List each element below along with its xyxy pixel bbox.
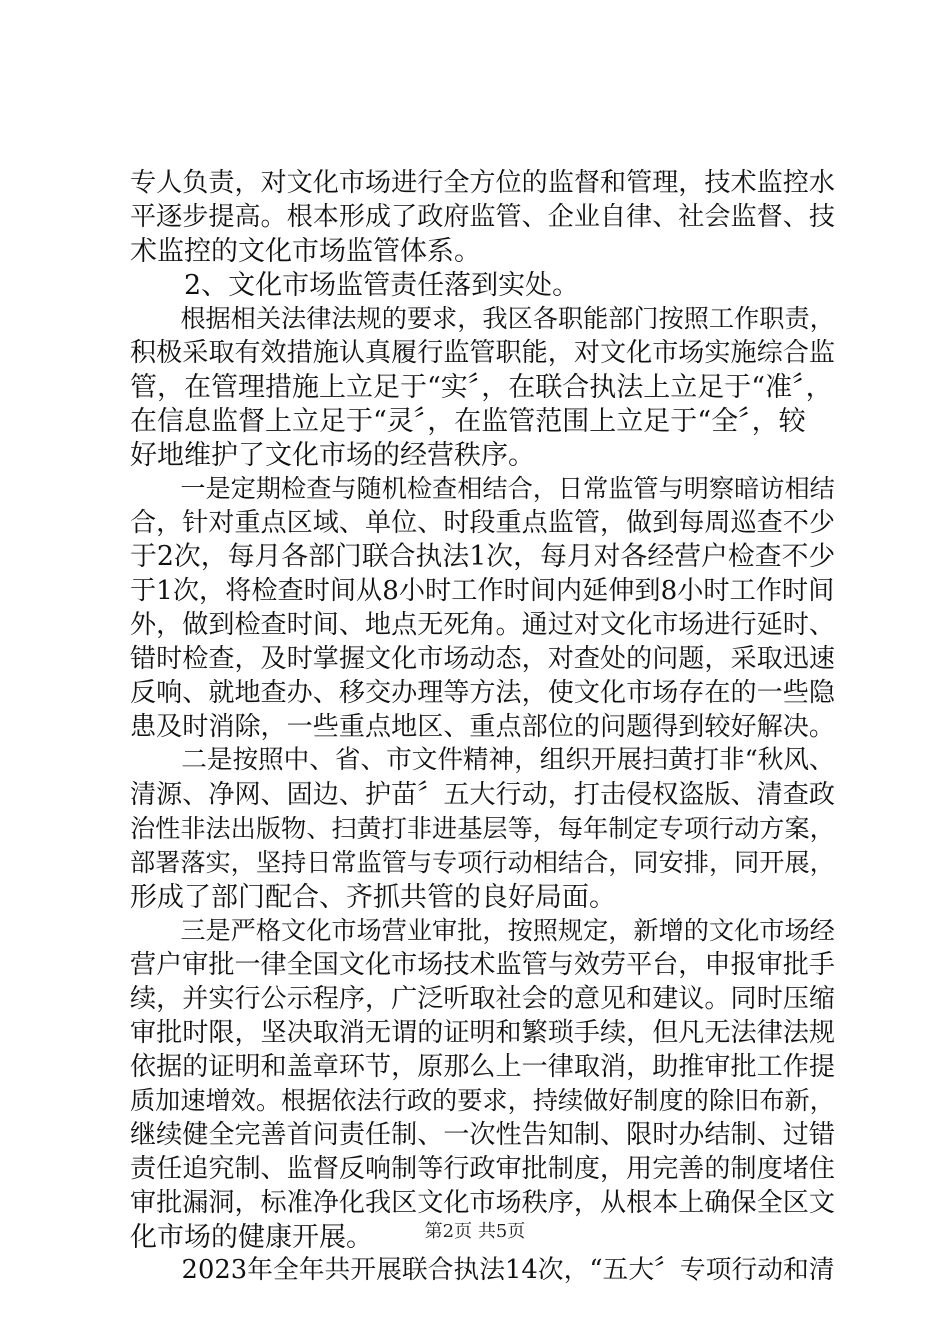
text-line: 审批时限，坚决取消无谓的证明和繁琐手续，但凡无法律法规 [130, 1018, 835, 1048]
text-line: 于1次，将检查时间从8小时工作时间内延伸到8小时工作时间 [130, 576, 835, 606]
text-line: 专人负责，对文化市场进行全方位的监督和管理，技术监控水 [130, 168, 835, 198]
text-line: 错时检查，及时掌握文化市场动态，对查处的问题，采取迅速 [130, 644, 835, 674]
page-number-footer: 第2页 共5页 [424, 1221, 526, 1242]
text-line: 反响、就地查办、移交办理等方法，使文化市场存在的一些隐 [130, 678, 835, 708]
text-line: 续，并实行公示程序，广泛听取社会的意见和建议。同时压缩 [130, 984, 835, 1014]
text-line: 管，在管理措施上立足于“实〞，在联合执法上立足于“准〞， [130, 372, 833, 403]
text-line: 继续健全完善首问责任制、一次性告知制、限时办结制、过错 [130, 1120, 835, 1150]
text-line: 依据的证明和盖章环节，原那么上一律取消，助推审批工作提 [130, 1052, 835, 1082]
text-line: 平逐步提高。根本形成了政府监管、企业自律、社会监督、技 [130, 202, 835, 232]
text-line: 外，做到检查时间、地点无死角。通过对文化市场进行延时、 [130, 610, 835, 640]
text-line: 质加速增效。根据依法行政的要求，持续做好制度的除旧布新， [130, 1086, 835, 1115]
text-line: 根据相关法律法规的要求，我区各职能部门按照工作职责， [130, 304, 835, 333]
text-line: 2023年全年共开展联合执法14次，“五大〞专项行动和清 [130, 1255, 835, 1285]
text-line: 术监控的文化市场监管体系。 [130, 236, 481, 267]
text-line: 患及时消除，一些重点地区、重点部位的问题得到较好解决。 [130, 712, 835, 742]
text-line: 二是按照中、省、市文件精神，组织开展扫黄打非“秋风、 [130, 745, 835, 775]
text-line: 于2次，每月各部门联合执法1次，每月对各经营户检查不少 [130, 541, 836, 572]
text-line: 形成了部门配合、齐抓共管的良好局面。 [130, 882, 616, 913]
text-line: 责任追究制、监督反响制等行政审批制度，用完善的制度堵住 [130, 1154, 835, 1184]
text-line: 审批漏洞，标准净化我区文化市场秩序，从根本上确保全区文 [130, 1188, 835, 1218]
text-line: 在信息监督上立足于“灵〞，在监管范围上立足于“全〞，较 [130, 406, 806, 437]
text-line: 部署落实，坚持日常监管与专项行动相结合，同安排，同开展， [130, 848, 835, 877]
text-line: 清源、净网、固边、护苗〞五大行动，打击侵权盗版、清查政 [130, 780, 835, 810]
section-heading: 2、文化市场监管责任落到实处。 [130, 270, 580, 301]
text-line: 合，针对重点区域、单位、时段重点监管，做到每周巡查不少 [130, 508, 835, 538]
text-line: 一是定期检查与随机检查相结合，日常监管与明察暗访相结 [130, 474, 835, 503]
text-line: 化市场的健康开展。 [130, 1222, 373, 1253]
text-line: 治性非法出版物、扫黄打非进基层等，每年制定专项行动方案， [130, 814, 835, 843]
text-line: 积极采取有效措施认真履行监管职能，对文化市场实施综合监 [130, 338, 835, 368]
text-line: 营户审批一律全国文化市场技术监管与效劳平台，申报审批手 [130, 950, 835, 980]
text-line: 三是严格文化市场营业审批，按照规定，新增的文化市场经 [130, 916, 835, 945]
text-line: 好地维护了文化市场的经营秩序。 [130, 440, 535, 471]
